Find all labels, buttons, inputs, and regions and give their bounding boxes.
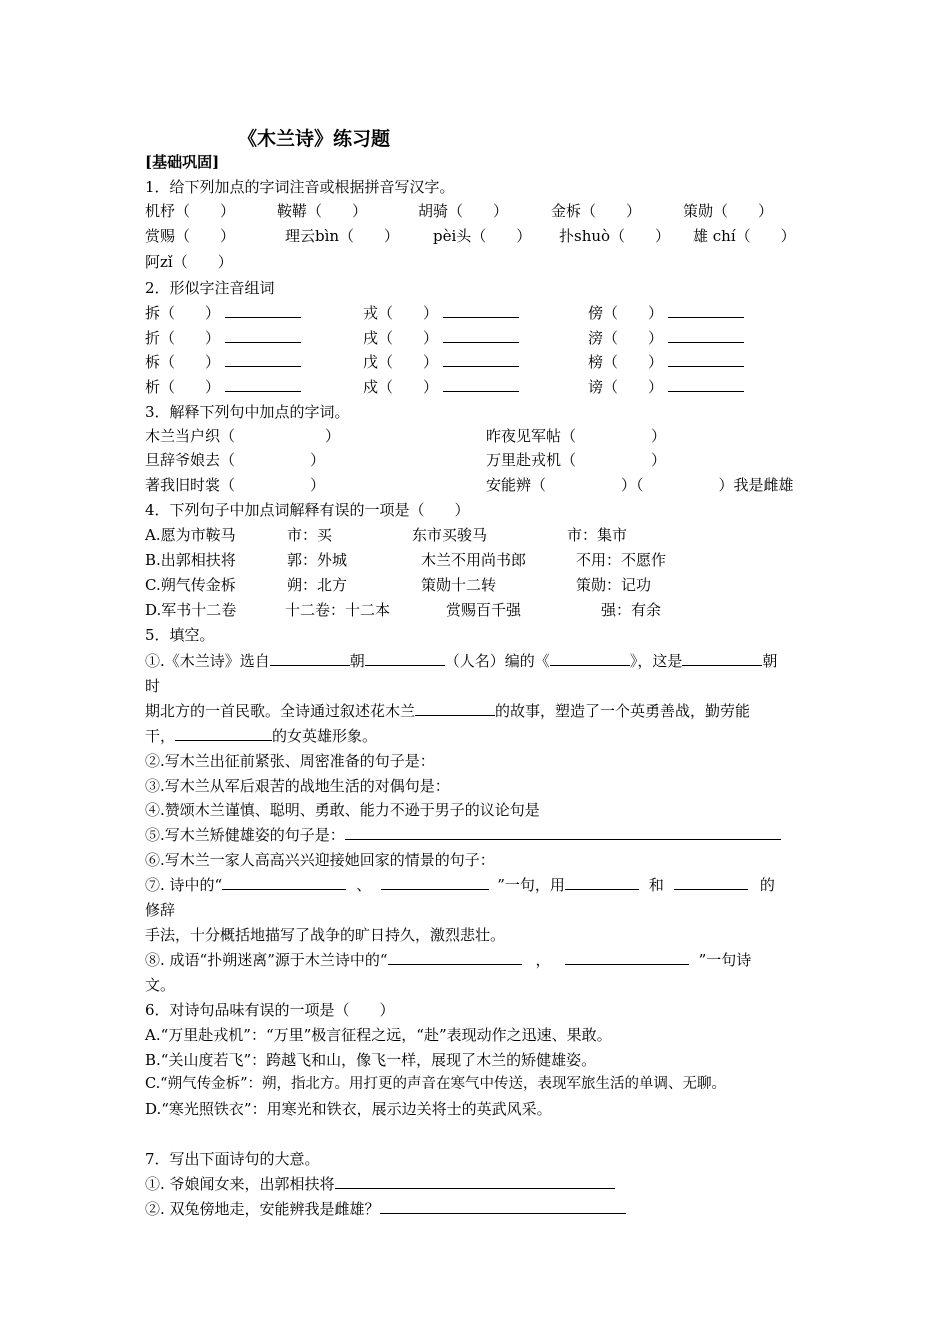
- section-heading: [基础巩固]: [145, 153, 220, 171]
- q5-text: ⑥.写木兰一家人高高兴兴迎接她回家的情景的句子：: [145, 851, 495, 869]
- q5-text: 手法，十分概括地描写了战争的旷日持久，激烈悲壮。: [145, 926, 506, 944]
- answer-blank[interactable]: [270, 651, 350, 666]
- q4-gloss: 郭：外城: [287, 551, 348, 569]
- q5-text: 修辞: [145, 901, 176, 919]
- answer-blank[interactable]: [225, 377, 301, 392]
- q7-text: ①. 爷娘闻女来，出郭相扶将: [145, 1175, 335, 1193]
- q4-option: A.愿为市鞍马: [145, 526, 236, 544]
- q2-char: 滂（ ）: [588, 329, 664, 347]
- q2-char: 戊（ ）: [363, 353, 439, 371]
- q3-item: 木兰当户织（ ）: [145, 427, 341, 445]
- q5-text: ⑦. 诗中的“: [145, 876, 223, 894]
- page-title: 《木兰诗》练习题: [238, 128, 391, 150]
- q5-text: 的故事，塑造了一个英勇善战，勤劳能: [495, 702, 751, 720]
- q3-item: 著我旧时裳（ ）: [145, 476, 326, 494]
- answer-blank[interactable]: [345, 825, 781, 840]
- q2-prompt: 2．形似字注音组词: [145, 279, 275, 297]
- answer-blank[interactable]: [674, 875, 748, 890]
- q2-char: 戍（ ）: [363, 378, 439, 396]
- q4-gloss: 策勋：记功: [576, 576, 652, 594]
- q6-prompt: 6．对诗句品味有误的一项是（ ）: [145, 1001, 395, 1019]
- q3-item: 昨夜见军帖（ ）: [486, 427, 667, 445]
- q1-prompt: 1．给下列加点的字词注音或根据拼音写汉字。: [145, 178, 455, 196]
- q5-text: ⑤.写木兰矫健雄姿的句子是：: [145, 826, 345, 844]
- q5-text: 的女英雄形象。: [272, 727, 378, 745]
- q5-text: 朝: [762, 652, 778, 670]
- q5-text: 干，: [145, 727, 176, 745]
- q5-text: 文。: [145, 976, 176, 994]
- q1-item: 金柝（ ）: [551, 202, 642, 220]
- q1-item: 赏赐（ ）: [145, 227, 236, 245]
- answer-blank[interactable]: [668, 352, 744, 367]
- answer-blank[interactable]: [388, 950, 522, 965]
- answer-blank[interactable]: [565, 950, 689, 965]
- answer-blank[interactable]: [443, 303, 519, 318]
- answer-blank[interactable]: [668, 377, 744, 392]
- answer-blank[interactable]: [668, 328, 744, 343]
- answer-blank[interactable]: [443, 328, 519, 343]
- q4-gloss: 市：买: [287, 526, 333, 544]
- q4-gloss: 强：有余: [601, 601, 662, 619]
- q2-char: 拆（ ）: [145, 304, 221, 322]
- q1-item: 策勋（ ）: [683, 202, 774, 220]
- q5-text: 时: [145, 677, 161, 695]
- q4-gloss: 市：集市: [567, 526, 628, 544]
- q5-prompt: 5．填空。: [145, 626, 215, 644]
- q4-prompt: 4．下列句子中加点词解释有误的一项是（ ）: [145, 501, 470, 519]
- q2-char: 折（ ）: [145, 329, 221, 347]
- answer-blank[interactable]: [225, 352, 301, 367]
- answer-blank[interactable]: [365, 651, 445, 666]
- answer-blank[interactable]: [335, 1174, 615, 1189]
- answer-blank[interactable]: [225, 303, 301, 318]
- q5-text: ①.《木兰诗》选自: [145, 652, 270, 670]
- q1-item: 雄 chí（ ）: [693, 227, 796, 245]
- q2-char: 柝（ ）: [145, 353, 221, 371]
- answer-blank[interactable]: [668, 303, 744, 318]
- q1-item: 阿zǐ（ ）: [145, 253, 233, 271]
- q5-text: 和: [648, 876, 664, 894]
- q2-char: 戎（ ）: [363, 304, 439, 322]
- answer-blank[interactable]: [415, 701, 495, 716]
- answer-blank[interactable]: [222, 875, 346, 890]
- q6-option: A.“万里赴戎机”：“万里”极言征程之远，“赴”表现动作之迅速、果敢。: [145, 1026, 612, 1044]
- q3-item: 旦辞爷娘去（ ）: [145, 451, 326, 469]
- q4-option: 东市买骏马: [412, 526, 488, 544]
- answer-blank[interactable]: [443, 352, 519, 367]
- q1-item: 胡骑（ ）: [418, 202, 509, 220]
- q5-text: ②.写木兰出征前紧张、周密准备的句子是：: [145, 752, 435, 770]
- answer-blank[interactable]: [225, 328, 301, 343]
- q4-option: B.出郭相扶将: [145, 551, 236, 569]
- q5-text: ，: [535, 951, 551, 969]
- answer-blank[interactable]: [175, 726, 272, 741]
- answer-blank[interactable]: [565, 875, 639, 890]
- q5-text: 朝: [349, 652, 365, 670]
- q4-option: 赏赐百千强: [446, 601, 522, 619]
- q4-option: 木兰不用尚书郎: [421, 551, 527, 569]
- q5-text: 、: [356, 876, 372, 894]
- q2-char: 谤（ ）: [588, 378, 664, 396]
- q6-option: C.“朔气传金柝”：朔，指北方。用打更的声音在寒气中传送，表现军旅生活的单调、无聊。: [145, 1076, 727, 1092]
- answer-blank[interactable]: [443, 377, 519, 392]
- q1-item: 鞍鞯（ ）: [277, 202, 368, 220]
- q2-char: 傍（ ）: [588, 304, 664, 322]
- q4-option: C.朔气传金柝: [145, 576, 236, 594]
- q3-item: 万里赴戎机（ ）: [486, 451, 667, 469]
- answer-blank[interactable]: [380, 1199, 626, 1214]
- q1-item: 扑shuò（ ）: [559, 227, 671, 245]
- q2-char: 戌（ ）: [363, 329, 439, 347]
- q4-option: 策勋十二转: [421, 576, 497, 594]
- q3-prompt: 3．解释下列句中加点的字词。: [145, 403, 350, 421]
- q5-text: ”一句诗: [698, 951, 752, 969]
- q5-text: ③.写木兰从军后艰苦的战地生活的对偶句是：: [145, 777, 450, 795]
- q5-text: ⑧. 成语“扑朔迷离”源于木兰诗中的“: [145, 951, 388, 969]
- answer-blank[interactable]: [381, 875, 489, 890]
- q1-item: 理云bìn（ ）: [285, 227, 400, 245]
- q4-option: D.军书十二卷: [145, 601, 237, 619]
- q1-item: pèi头（ ）: [433, 227, 532, 245]
- q5-text: 》，这是: [629, 652, 683, 670]
- q4-gloss: 朔：北方: [287, 576, 348, 594]
- q3-item: 安能辨（ ）（ ）我是雌雄: [486, 476, 794, 494]
- answer-blank[interactable]: [682, 651, 762, 666]
- q5-text: （人名）编的《: [444, 652, 550, 670]
- q7-prompt: 7．写出下面诗句的大意。: [145, 1150, 320, 1168]
- q4-gloss: 不用：不愿作: [576, 551, 667, 569]
- answer-blank[interactable]: [550, 651, 630, 666]
- q7-text: ②. 双兔傍地走，安能辨我是雌雄？: [145, 1200, 380, 1218]
- q5-text: ”一句，用: [497, 876, 565, 894]
- q1-item: 机杼（ ）: [145, 202, 236, 220]
- q5-text: 期北方的一首民歌。全诗通过叙述花木兰: [145, 702, 416, 720]
- q6-option: D.“寒光照铁衣”：用寒光和铁衣，展示边关将士的英武风采。: [145, 1100, 552, 1118]
- q2-char: 析（ ）: [145, 378, 221, 396]
- q6-option: B.“关山度若飞”：跨越飞和山，像飞一样，展现了木兰的矫健雄姿。: [145, 1051, 597, 1069]
- q4-gloss: 十二卷：十二本: [285, 601, 391, 619]
- q5-text: 的: [759, 876, 775, 894]
- q2-char: 榜（ ）: [588, 353, 664, 371]
- q5-text: ④.赞颂木兰谨慎、聪明、勇敢、能力不逊于男子的议论句是: [145, 801, 540, 819]
